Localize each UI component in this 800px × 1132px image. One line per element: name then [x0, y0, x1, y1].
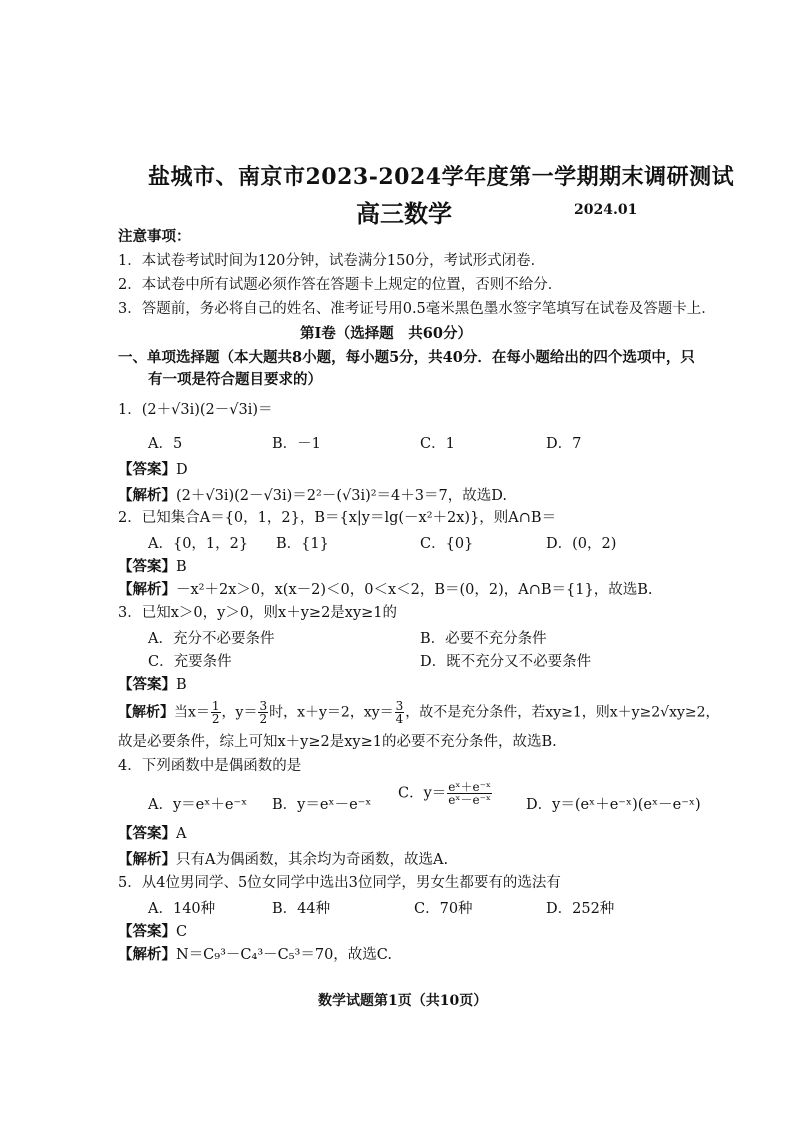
answer-label: 【答案】 [118, 461, 176, 478]
q3-fraction-c-num: 3 [395, 699, 404, 713]
q3-fraction-a-den: 2 [211, 712, 220, 726]
q4-option-b: B．y＝eˣ－e⁻ˣ [272, 797, 372, 813]
q5-answer-value: C [176, 924, 188, 940]
q1-option-a: A．5 [148, 436, 183, 452]
exam-title: 盐城市、南京市2023-2024学年度第一学期期末调研测试 [148, 164, 735, 190]
answer-label: 【答案】 [118, 676, 176, 693]
q4-analysis [118, 850, 448, 870]
q3-analysis-line2: 故是必要条件，综上可知x＋y≥2是xy≥1的必要不充分条件，故选B. [118, 734, 557, 750]
q3-analysis [118, 700, 720, 725]
q1-option-c: C．1 [420, 436, 455, 452]
q3-analysis-part-c: 时，x＋y＝2，xy＝ [269, 704, 394, 721]
q3-stem: 3．已知x＞0，y＞0，则x＋y≥2是xy≥1的 [118, 605, 398, 621]
q3-fraction-a [211, 700, 221, 725]
q1-option-d: D．7 [546, 436, 582, 452]
q2-option-a: A．{0，1，2} [148, 536, 249, 552]
q1-answer [118, 460, 188, 480]
q3-fraction-b-num: 3 [259, 699, 268, 713]
notice-item-2: 2．本试卷中所有试题必须作答在答题卡上规定的位置，否则不给分． [118, 277, 563, 293]
q5-analysis-text: N＝C₉³－C₄³－C₅³＝70，故选C. [176, 947, 392, 963]
q3-analysis-part-d: ，故不是充分条件，若xy≥1，则x＋y≥2√xy≥2， [405, 704, 720, 721]
exam-date: 2024.01 [574, 202, 638, 218]
q1-analysis [118, 486, 507, 506]
q1-option-b: B．－1 [272, 436, 321, 452]
answer-label: 【答案】 [118, 825, 176, 842]
q2-answer-value: B [176, 559, 187, 575]
q2-analysis [118, 580, 653, 600]
q4-option-d: D．y＝(eˣ＋e⁻ˣ)(eˣ－e⁻ˣ) [526, 797, 701, 813]
q2-stem: 2．已知集合A＝{0，1，2}，B＝{x|y＝lg(－x²＋2x)}，则A∩B＝ [118, 510, 557, 526]
answer-label: 【答案】 [118, 923, 176, 940]
analysis-label: 【解析】 [118, 581, 176, 598]
q4-analysis-text: 只有A为偶函数，其余均为奇函数，故选A. [176, 852, 449, 868]
q4-stem: 4．下列函数中是偶函数的是 [118, 758, 302, 774]
analysis-label: 【解析】 [118, 851, 176, 868]
q3-option-b: B．必要不充分条件 [420, 631, 547, 647]
q3-option-d: D．既不充分又不必要条件 [420, 654, 592, 670]
q3-answer [118, 675, 187, 695]
analysis-label: 【解析】 [118, 946, 176, 963]
exam-subtitle: 高三数学 [356, 199, 452, 228]
q3-fraction-c [395, 700, 405, 725]
q4-option-c-num: eˣ＋e⁻ˣ [448, 780, 492, 794]
analysis-label: 【解析】 [118, 704, 174, 721]
q4-option-c-label: C．y＝ [398, 785, 447, 802]
q2-answer [118, 557, 187, 577]
q3-fraction-b-den: 2 [259, 712, 268, 726]
q1-stem: 1．(2＋√3i)(2－√3i)＝ [118, 402, 273, 418]
q2-analysis-text: －x²＋2x＞0，x(x－2)＜0，0＜x＜2，B＝(0，2)，A∩B＝{1}，故选B. [176, 582, 653, 598]
q2-option-b: B．{1} [276, 536, 329, 552]
q4-option-c-fraction [447, 781, 492, 806]
q5-option-b: B．44种 [272, 901, 331, 917]
q1-analysis-text: (2＋√3i)(2－√3i)＝2²－(√3i)²＝4＋3＝7，故选D. [176, 488, 507, 504]
q3-option-a: A．充分不必要条件 [148, 631, 275, 647]
part1-heading: 第Ⅰ卷（选择题 共60分） [300, 325, 472, 342]
q5-analysis [118, 945, 392, 965]
q3-fraction-b [258, 700, 268, 725]
q3-fraction-c-den: 4 [395, 712, 404, 726]
q5-answer [118, 922, 187, 942]
q5-option-d: D．252种 [546, 901, 615, 917]
q2-option-c: C．{0} [420, 536, 474, 552]
q2-option-d: D．(0，2) [546, 536, 617, 552]
answer-label: 【答案】 [118, 558, 176, 575]
q3-analysis-part-b: ，y＝ [221, 704, 258, 721]
section1-line1: 一、单项选择题（本大题共8小题，每小题5分，共40分．在每小题给出的四个选项中，只 [118, 349, 695, 366]
notice-item-3: 3．答题前，务必将自己的姓名、准考证号用0.5毫米黑色墨水签字笔填写在试卷及答题卡上． [118, 301, 716, 317]
q5-option-a: A．140种 [148, 901, 216, 917]
q5-option-c: C．70种 [414, 901, 473, 917]
q3-answer-value: B [176, 677, 187, 693]
notice-item-1: 1．本试卷考试时间为120分钟，试卷满分150分，考试形式闭卷． [118, 253, 546, 269]
q5-stem: 5．从4位男同学、5位女同学中选出3位同学，男女生都要有的选法有 [118, 875, 561, 891]
q3-analysis-part-a: 当x＝ [174, 704, 210, 721]
section1-line2: 有一项是符合题目要求的） [148, 371, 322, 388]
q3-fraction-a-num: 1 [211, 699, 220, 713]
q4-option-c-den: eˣ－e⁻ˣ [448, 793, 492, 807]
q4-option-a: A．y＝eˣ＋e⁻ˣ [148, 797, 248, 813]
q3-option-c: C．充要条件 [148, 654, 232, 670]
page-footer: 数学试题第1页（共10页） [318, 993, 488, 1009]
q1-answer-value: D [176, 462, 188, 478]
analysis-label: 【解析】 [118, 487, 176, 504]
notice-heading: 注意事项： [118, 228, 191, 245]
q4-answer [118, 824, 186, 844]
q4-option-c [398, 781, 493, 806]
q4-answer-value: A [176, 826, 187, 842]
